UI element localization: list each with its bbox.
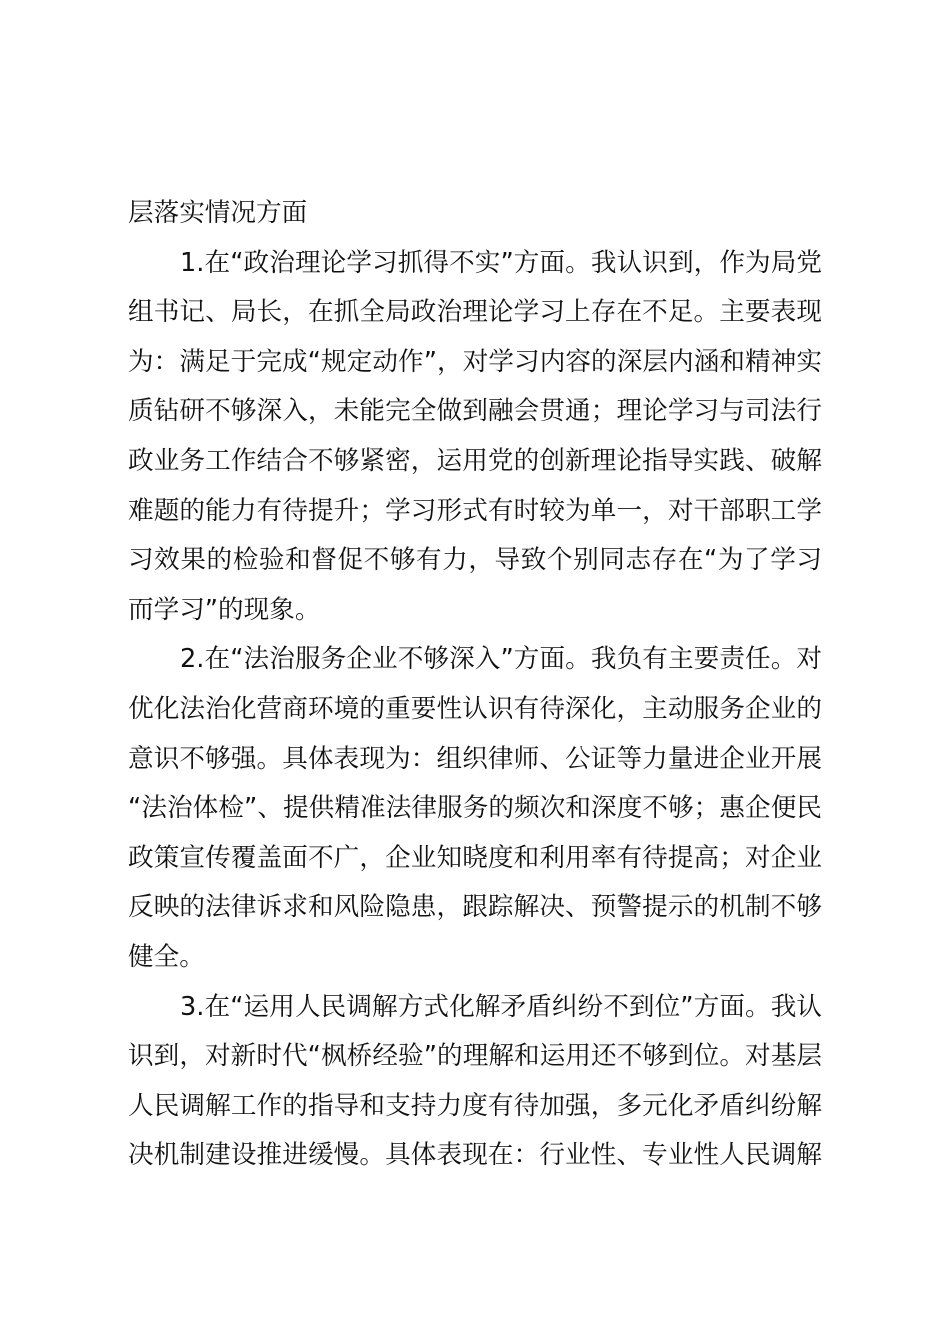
paragraph-0-line: 层落实情况方面 [128, 198, 308, 228]
paragraph-1-line: 难题的能力有待提升；学习形式有时较为单一，对干部职工学 [128, 495, 822, 526]
paragraph-3-line: 3.在“运用人民调解方式化解矛盾纠纷不到位”方面。我认 [180, 991, 822, 1022]
paragraph-2-line: 健全。 [128, 942, 205, 972]
paragraph-3-line: 决机制建设推进缓慢。具体表现在：行业性、专业性人民调解 [128, 1140, 822, 1171]
paragraph-3-line: 识到，对新时代“枫桥经验”的理解和运用还不够到位。对基层 [128, 1041, 822, 1072]
paragraph-2-line: 优化法治化营商环境的重要性认识有待深化，主动服务企业的 [128, 694, 822, 724]
paragraph-2-line: “法治体检”、提供精准法律服务的频次和深度不够；惠企便民 [128, 793, 822, 824]
paragraph-2-line: 反映的法律诉求和风险隐患，跟踪解决、预警提示的机制不够 [128, 892, 822, 923]
paragraph-1-line: 1.在“政治理论学习抓得不实”方面。我认识到，作为局党 [180, 247, 822, 278]
paragraph-3-line: 人民调解工作的指导和支持力度有待加强，多元化矛盾纠纷解 [128, 1090, 822, 1121]
paragraph-2-line: 2.在“法治服务企业不够深入”方面。我负有主要责任。对 [180, 644, 822, 675]
paragraph-1-line: 习效果的检验和督促不够有力，导致个别同志存在“为了学习 [128, 545, 822, 576]
paragraph-1-line: 为：满足于完成“规定动作”，对学习内容的深层内涵和精神实 [128, 346, 822, 377]
paragraph-1-line: 政业务工作结合不够紧密，运用党的创新理论指导实践、破解 [128, 446, 822, 476]
paragraph-2-line: 政策宣传覆盖面不广，企业知晓度和利用率有待提高；对企业 [128, 842, 822, 873]
paragraph-1-line: 组书记、局长，在抓全局政治理论学习上存在不足。主要表现 [128, 297, 822, 328]
paragraph-1-line: 质钻研不够深入，未能完全做到融会贯通；理论学习与司法行 [128, 396, 822, 427]
paragraph-2-line: 意识不够强。具体表现为：组织律师、公证等力量进企业开展 [128, 743, 822, 774]
paragraph-1-line: 而学习”的现象。 [128, 594, 321, 625]
